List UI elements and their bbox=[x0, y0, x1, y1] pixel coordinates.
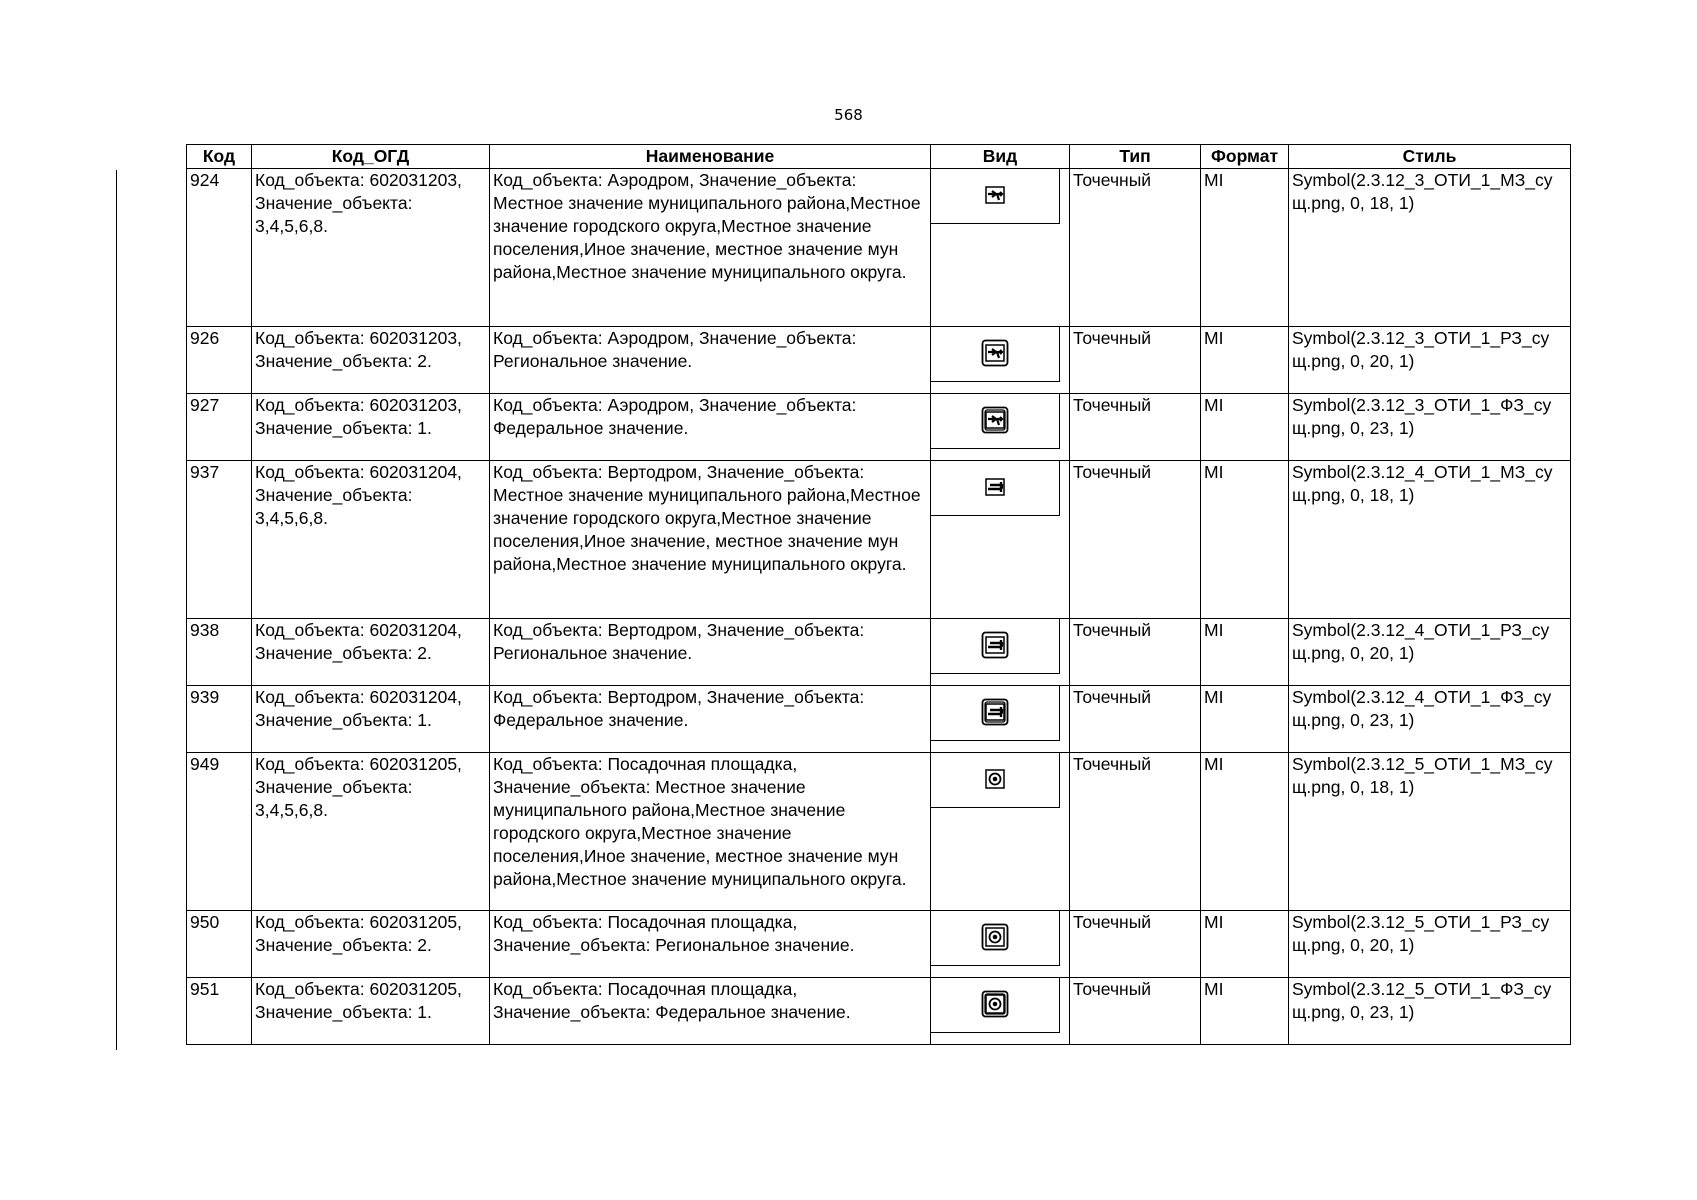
cell-ogd: Код_объекта: 602031203, Значение_объекта: 3,4,5,6,8. bbox=[252, 169, 490, 327]
cell-type: Точечный bbox=[1070, 327, 1201, 394]
cell-name: Код_объекта: Посадочная площадка, Значение_объекта: Местное значение муниципального района,Местное значение городского округа,Местное значение поселения,Иное значение, местное значение мун района,Местное значение муниципального округа. bbox=[490, 753, 931, 911]
cell-type: Точечный bbox=[1070, 753, 1201, 911]
table-row bbox=[187, 327, 1571, 394]
cell-view bbox=[931, 686, 1070, 753]
cell-name: Код_объекта: Посадочная площадка, Значение_объекта: Региональное значение. bbox=[490, 911, 931, 978]
cell-format: MI bbox=[1201, 978, 1289, 1045]
cell-format: MI bbox=[1201, 911, 1289, 978]
cell-format: MI bbox=[1201, 753, 1289, 911]
cell-view bbox=[931, 753, 1070, 911]
cell-style: Symbol(2.3.12_3_ОТИ_1_РЗ_сущ.png, 0, 20, 1) bbox=[1289, 327, 1571, 394]
symbol-registry-table bbox=[186, 144, 1571, 1045]
cell-code: 951 bbox=[187, 978, 252, 1045]
view-icon-box bbox=[931, 619, 1060, 674]
cell-name: Код_объекта: Аэродром, Значение_объекта: Региональное значение. bbox=[490, 327, 931, 394]
cell-type: Точечный bbox=[1070, 978, 1201, 1045]
cell-name: Код_объекта: Аэродром, Значение_объекта: Федеральное значение. bbox=[490, 394, 931, 461]
cell-format: MI bbox=[1201, 327, 1289, 394]
cell-ogd: Код_объекта: 602031203, Значение_объекта: 1. bbox=[252, 394, 490, 461]
cell-style: Symbol(2.3.12_5_ОТИ_1_РЗ_сущ.png, 0, 20, 1) bbox=[1289, 911, 1571, 978]
cell-code: 939 bbox=[187, 686, 252, 753]
cell-ogd: Код_объекта: 602031205, Значение_объекта: 3,4,5,6,8. bbox=[252, 753, 490, 911]
cell-format: MI bbox=[1201, 461, 1289, 619]
cell-style: Symbol(2.3.12_4_ОТИ_1_МЗ_сущ.png, 0, 18, 1) bbox=[1289, 461, 1571, 619]
cell-view bbox=[931, 978, 1070, 1045]
cell-ogd: Код_объекта: 602031205, Значение_объекта: 1. bbox=[252, 978, 490, 1045]
header-name: Наименование bbox=[490, 145, 931, 169]
cell-style: Symbol(2.3.12_5_ОТИ_1_ФЗ_сущ.png, 0, 23, 1) bbox=[1289, 978, 1571, 1045]
cell-format: MI bbox=[1201, 394, 1289, 461]
cell-ogd: Код_объекта: 602031205, Значение_объекта: 2. bbox=[252, 911, 490, 978]
cell-code: 924 bbox=[187, 169, 252, 327]
cell-style: Symbol(2.3.12_3_ОТИ_1_МЗ_сущ.png, 0, 18, 1) bbox=[1289, 169, 1571, 327]
cell-code: 949 bbox=[187, 753, 252, 911]
view-icon-box bbox=[931, 327, 1060, 382]
table-row bbox=[187, 394, 1571, 461]
cell-type: Точечный bbox=[1070, 461, 1201, 619]
header-type: Тип bbox=[1070, 145, 1201, 169]
cell-ogd: Код_объекта: 602031204, Значение_объекта: 3,4,5,6,8. bbox=[252, 461, 490, 619]
cell-name: Код_объекта: Посадочная площадка, Значение_объекта: Федеральное значение. bbox=[490, 978, 931, 1045]
view-icon-box bbox=[931, 686, 1060, 741]
table-row bbox=[187, 686, 1571, 753]
header-code: Код bbox=[187, 145, 252, 169]
cell-ogd: Код_объекта: 602031204, Значение_объекта: 2. bbox=[252, 619, 490, 686]
view-icon-box bbox=[931, 978, 1060, 1033]
table-row bbox=[187, 911, 1571, 978]
cell-view bbox=[931, 461, 1070, 619]
header-format: Формат bbox=[1201, 145, 1289, 169]
cell-type: Точечный bbox=[1070, 619, 1201, 686]
cell-view bbox=[931, 327, 1070, 394]
cell-style: Symbol(2.3.12_5_ОТИ_1_МЗ_сущ.png, 0, 18, 1) bbox=[1289, 753, 1571, 911]
page-number: 568 bbox=[834, 106, 863, 124]
table-row bbox=[187, 753, 1571, 911]
cell-code: 927 bbox=[187, 394, 252, 461]
cell-style: Symbol(2.3.12_4_ОТИ_1_РЗ_сущ.png, 0, 20, 1) bbox=[1289, 619, 1571, 686]
cell-format: MI bbox=[1201, 169, 1289, 327]
header-ogd: Код_ОГД bbox=[252, 145, 490, 169]
view-icon-box bbox=[931, 169, 1060, 224]
cell-type: Точечный bbox=[1070, 394, 1201, 461]
table-row bbox=[187, 461, 1571, 619]
cell-code: 937 bbox=[187, 461, 252, 619]
header-style: Стиль bbox=[1289, 145, 1571, 169]
cell-type: Точечный bbox=[1070, 686, 1201, 753]
table-row bbox=[187, 978, 1571, 1045]
cell-type: Точечный bbox=[1070, 911, 1201, 978]
view-icon-box bbox=[931, 911, 1060, 966]
cell-name: Код_объекта: Вертодром, Значение_объекта: Федеральное значение. bbox=[490, 686, 931, 753]
cell-ogd: Код_объекта: 602031203, Значение_объекта: 2. bbox=[252, 327, 490, 394]
cell-code: 926 bbox=[187, 327, 252, 394]
cell-view bbox=[931, 619, 1070, 686]
cell-name: Код_объекта: Аэродром, Значение_объекта: Местное значение муниципального района,Местное значение городского округа,Местное значение поселения,Иное значение, местное значение мун района,Местное значение муниципального округа. bbox=[490, 169, 931, 327]
cell-view bbox=[931, 911, 1070, 978]
cell-name: Код_объекта: Вертодром, Значение_объекта: Региональное значение. bbox=[490, 619, 931, 686]
cell-ogd: Код_объекта: 602031204, Значение_объекта: 1. bbox=[252, 686, 490, 753]
view-icon-box bbox=[931, 461, 1060, 516]
cell-style: Symbol(2.3.12_4_ОТИ_1_ФЗ_сущ.png, 0, 23, 1) bbox=[1289, 686, 1571, 753]
table-row bbox=[187, 619, 1571, 686]
view-icon-box bbox=[931, 753, 1060, 808]
cell-style: Symbol(2.3.12_3_ОТИ_1_ФЗ_сущ.png, 0, 23, 1) bbox=[1289, 394, 1571, 461]
cell-format: MI bbox=[1201, 686, 1289, 753]
cell-format: MI bbox=[1201, 619, 1289, 686]
cell-code: 950 bbox=[187, 911, 252, 978]
margin-line bbox=[116, 170, 117, 1050]
cell-type: Точечный bbox=[1070, 169, 1201, 327]
header-view: Вид bbox=[931, 145, 1070, 169]
table-header-row bbox=[187, 145, 1571, 169]
view-icon-box bbox=[931, 394, 1060, 449]
cell-view bbox=[931, 394, 1070, 461]
cell-view bbox=[931, 169, 1070, 327]
cell-code: 938 bbox=[187, 619, 252, 686]
cell-name: Код_объекта: Вертодром, Значение_объекта: Местное значение муниципального района,Местное значение городского округа,Местное значение поселения,Иное значение, местное значение мун района,Местное значение муниципального округа. bbox=[490, 461, 931, 619]
table-row bbox=[187, 169, 1571, 327]
